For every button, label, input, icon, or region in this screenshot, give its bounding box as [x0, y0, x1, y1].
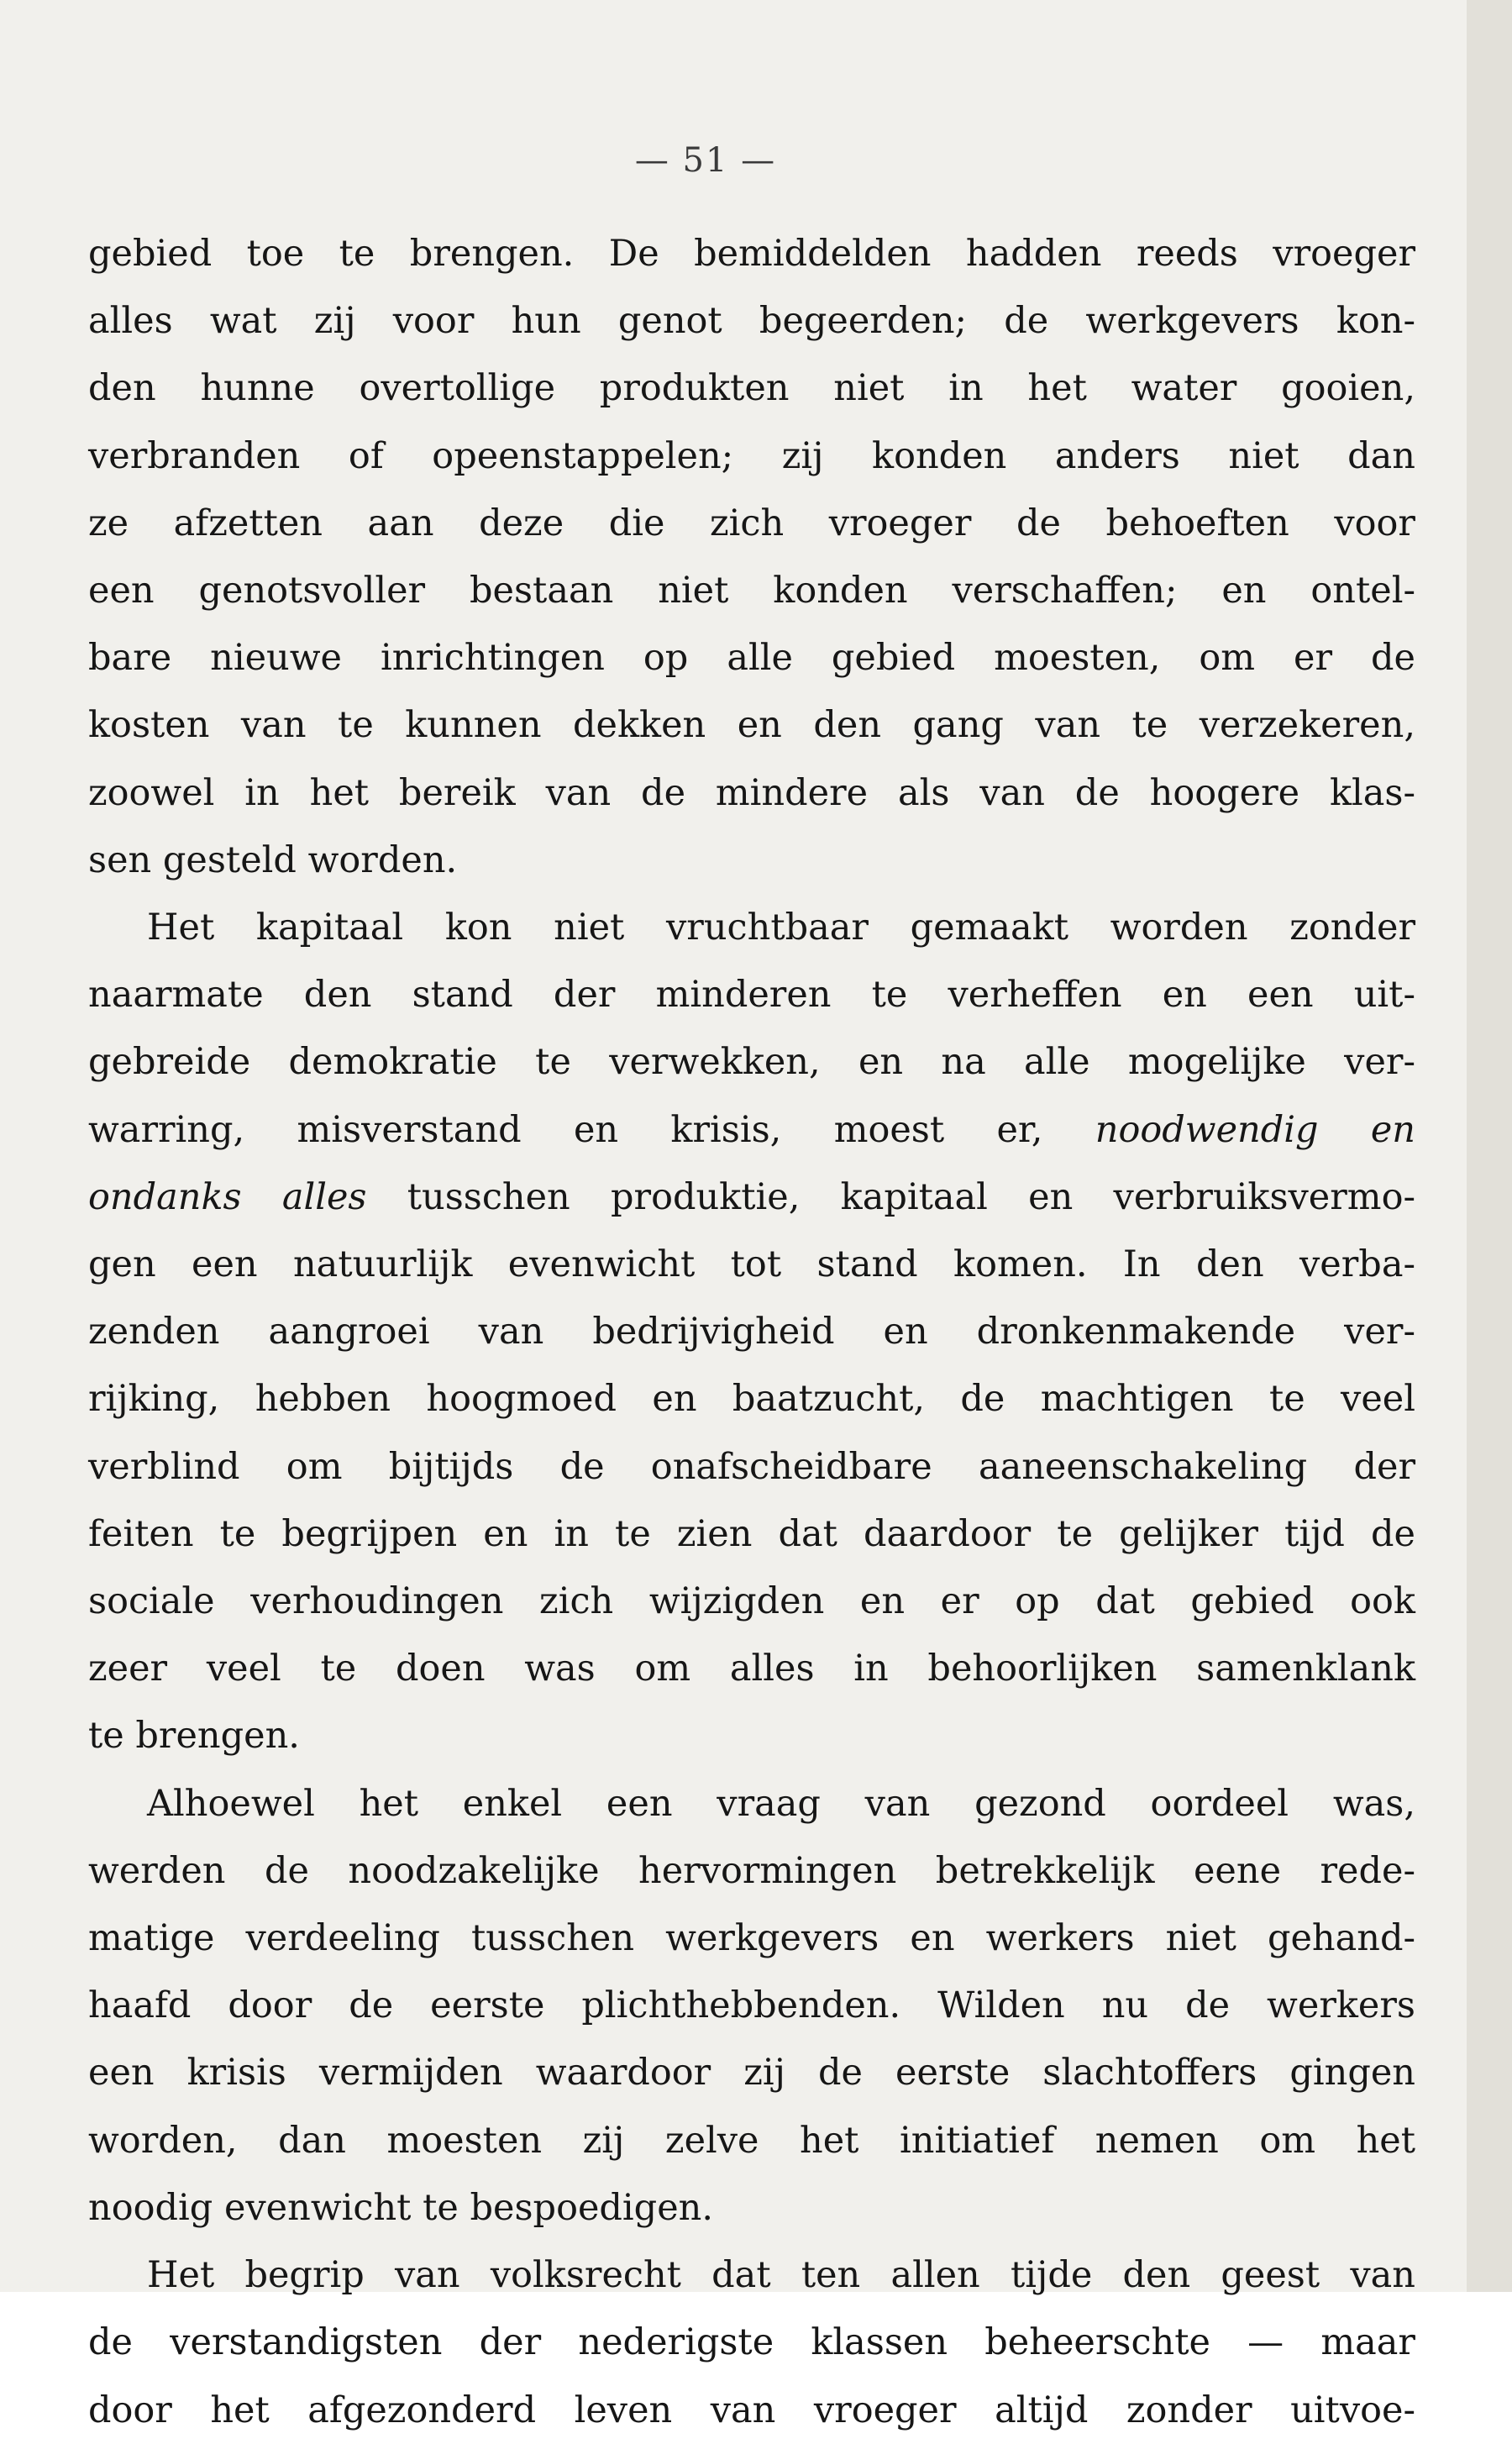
text-line: zeer veel te doen was om alles in behoorlijken samenklank	[88, 1648, 1415, 1690]
text-line: worden, dan moesten zij zelve het initiatief nemen om het	[88, 2119, 1415, 2162]
text-line	[88, 1096, 1415, 1164]
text-line: naarmate den stand der minderen te verheffen en een uit-	[88, 974, 1415, 1017]
text-line: een krisis vermijden waardoor zij de eerste slachtoffers gingen	[88, 2052, 1415, 2094]
text-line: Het kapitaal kon niet vruchtbaar gemaakt worden zonder	[147, 907, 1415, 949]
text-line: Het begrip van volksrecht dat ten allen tijde den geest van	[147, 2254, 1415, 2297]
text-line: sociale verhoudingen zich wijzigden en er op dat gebied ook	[88, 1580, 1415, 1623]
text-line: Alhoewel het enkel een vraag van gezond oordeel was,	[147, 1782, 1415, 1825]
text-line: te brengen.	[88, 1715, 300, 1758]
text-line: ze afzetten aan deze die zich vroeger de behoeften voor	[88, 502, 1415, 544]
text-line	[88, 1164, 1415, 1231]
text-line: de verstandigsten der nederigste klassen beheerschte — maar	[88, 2321, 1415, 2364]
text-line: zenden aangroei van bedrijvigheid en dronkenmakende ver-	[88, 1311, 1415, 1353]
italic-emphasis: ondanks alles	[88, 1175, 367, 1218]
paragraph	[88, 220, 1415, 894]
text-line: den hunne overtollige produkten niet in het water gooien,	[88, 367, 1415, 410]
text-line: haafd door de eerste plichthebbenden. Wilden nu de werkers	[88, 1984, 1415, 2027]
text-line: gen een natuurlijk evenwicht tot stand komen. In den verba-	[88, 1243, 1415, 1286]
text-line-segment: warring, misverstand en krisis, moest er,	[88, 1108, 1095, 1151]
paragraph	[88, 1770, 1415, 2242]
text-line: alles wat zij voor hun genot begeerden; de werkgevers kon-	[88, 300, 1415, 343]
text-line: rijking, hebben hoogmoed en baatzucht, de machtigen te veel	[88, 1378, 1415, 1421]
text-line: noodig evenwicht te bespoedigen.	[88, 2186, 714, 2229]
page-edge-shadow	[1467, 0, 1512, 2292]
text-line: zoowel in het bereik van de mindere als van de hoogere klas-	[88, 771, 1415, 814]
text-line: matige verdeeling tusschen werkgevers en werkers niet gehand-	[88, 1917, 1415, 1960]
body-text	[88, 220, 1415, 2444]
text-line: verblind om bijtijds de onafscheidbare aaneenschakeling der	[88, 1445, 1415, 1488]
text-line: verbranden of opeenstappelen; zij konden anders niet dan	[88, 434, 1415, 477]
text-line: een genotsvoller bestaan niet konden verschaffen; en ontel-	[88, 570, 1415, 612]
text-line: kosten van te kunnen dekken en den gang van te verzekeren,	[88, 704, 1415, 747]
page-number: — 51 —	[634, 141, 777, 180]
text-line: gebied toe te brengen. De bemiddelden hadden reeds vroeger	[88, 233, 1415, 275]
text-line: door het afgezonderd leven van vroeger altijd zonder uitvoe-	[88, 2389, 1415, 2431]
text-line: werden de noodzakelijke hervormingen betrekkelijk eene rede-	[88, 1849, 1415, 1892]
paragraph	[88, 2242, 1415, 2444]
text-line: gebreide demokratie te verwekken, en na alle mogelijke ver-	[88, 1041, 1415, 1084]
text-line: bare nieuwe inrichtingen op alle gebied moesten, om er de	[88, 637, 1415, 680]
paragraph	[88, 894, 1415, 1770]
text-line: sen gesteld worden.	[88, 838, 458, 881]
text-line: feiten te begrijpen en in te zien dat daardoor te gelijker tijd de	[88, 1512, 1415, 1555]
italic-emphasis: noodwendig en	[1095, 1108, 1415, 1151]
text-line-segment: tusschen produktie, kapitaal en verbruiksvermo-	[366, 1175, 1415, 1218]
